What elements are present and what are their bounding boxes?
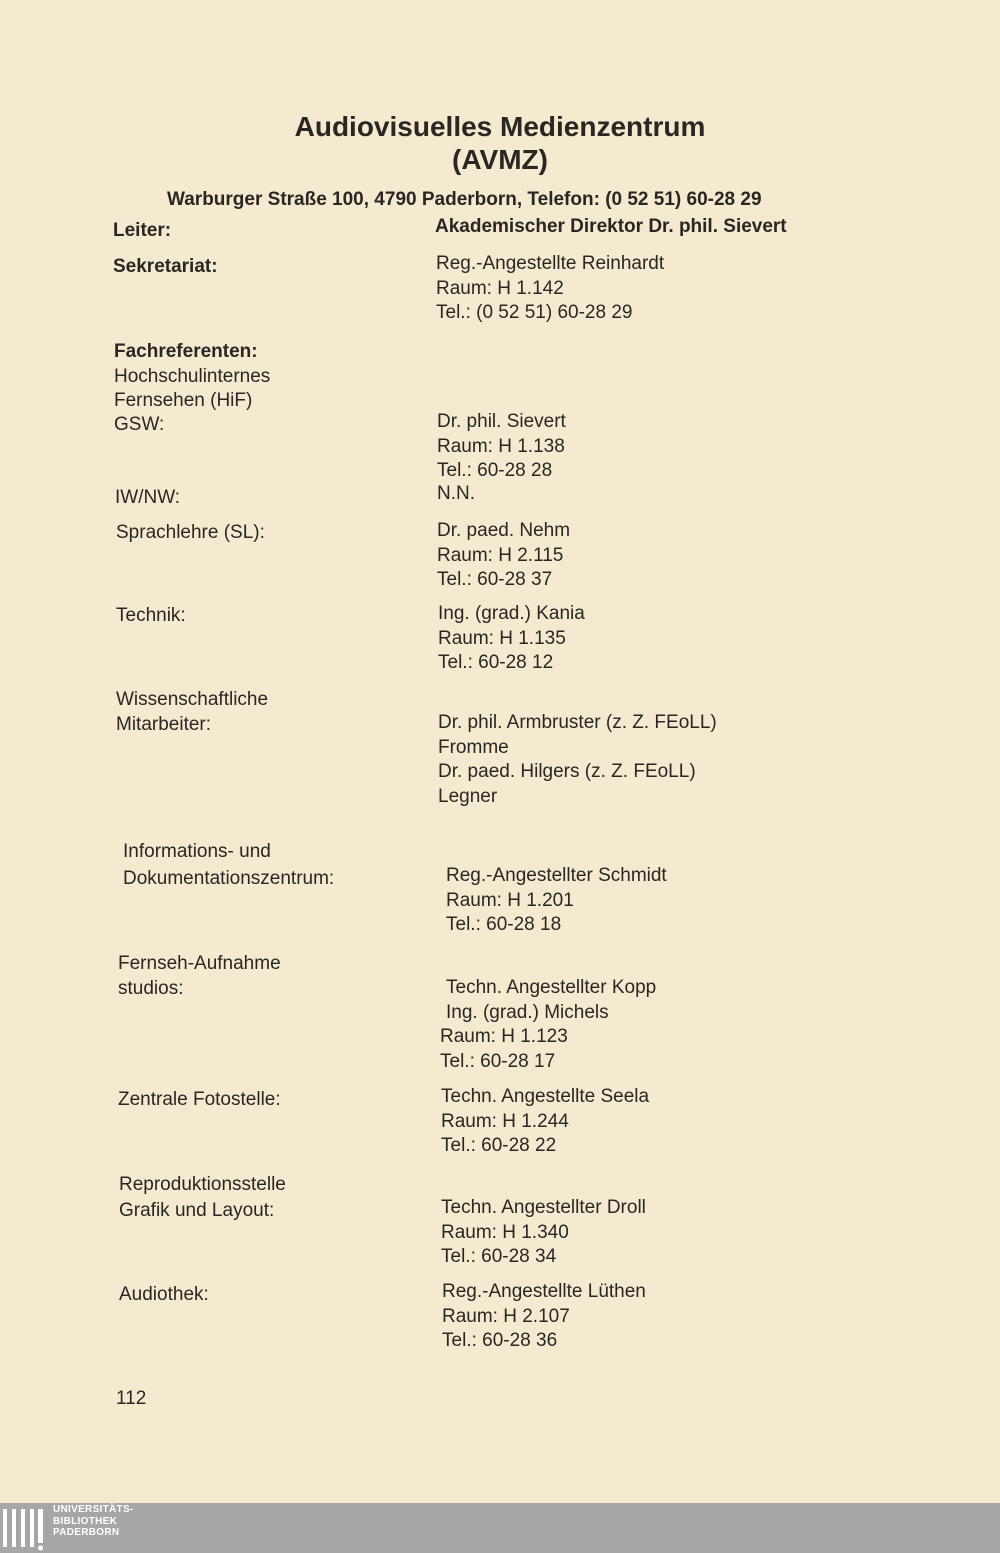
wiss-block bbox=[438, 711, 717, 809]
foto-room: Raum: H 1.244 bbox=[441, 1110, 569, 1132]
audiothek-label: Audiothek: bbox=[119, 1284, 209, 1305]
repro-label bbox=[119, 1172, 286, 1224]
technik-room: Raum: H 1.135 bbox=[438, 627, 566, 649]
audiothek-name: Reg.-Angestellte Lüthen bbox=[442, 1281, 646, 1302]
wiss-label bbox=[116, 688, 268, 737]
page-subtitle: (AVMZ) bbox=[452, 144, 548, 175]
library-logo-text bbox=[53, 1504, 134, 1539]
sprachlehre-label: Sprachlehre (SL): bbox=[116, 522, 265, 543]
audiothek-room: Raum: H 2.107 bbox=[442, 1305, 570, 1327]
page-title: Audiovisuelles Medienzentrum bbox=[294, 111, 706, 142]
sekretariat-block bbox=[436, 252, 664, 326]
wiss-person-4: Legner bbox=[438, 785, 498, 807]
fachreferenten-sub-1: Hochschulinternes bbox=[114, 365, 271, 387]
fachreferenten-heading: Fachreferenten: bbox=[114, 341, 258, 362]
fernseh-name-2: Ing. (grad.) Michels bbox=[446, 1001, 609, 1023]
sprachlehre-room: Raum: H 2.115 bbox=[437, 544, 564, 566]
fachreferenten-block bbox=[114, 340, 270, 414]
fernseh-phone: Tel.: 60-28 17 bbox=[440, 1050, 556, 1072]
foto-label: Zentrale Fotostelle: bbox=[118, 1089, 281, 1110]
audiothek-block bbox=[442, 1280, 646, 1354]
sekretariat-room: Raum: H 1.142 bbox=[436, 277, 564, 299]
repro-block bbox=[441, 1196, 646, 1270]
gsw-room: Raum: H 1.138 bbox=[437, 435, 565, 457]
foto-phone: Tel.: 60-28 22 bbox=[441, 1135, 557, 1156]
sprachlehre-name: Dr. paed. Nehm bbox=[437, 520, 571, 541]
sekretariat-name: Reg.-Angestellte Reinhardt bbox=[436, 253, 665, 274]
technik-block bbox=[438, 602, 585, 676]
wiss-person-2: Fromme bbox=[438, 736, 509, 758]
iud-room: Raum: H 1.201 bbox=[446, 889, 574, 911]
sekretariat-label: Sekretariat: bbox=[113, 256, 218, 277]
gsw-block bbox=[437, 410, 566, 484]
sprachlehre-phone: Tel.: 60-28 37 bbox=[437, 569, 553, 590]
sekretariat-phone: Tel.: (0 52 51) 60-28 29 bbox=[436, 302, 633, 323]
repro-name: Techn. Angestellter Droll bbox=[441, 1197, 646, 1218]
technik-name: Ing. (grad.) Kania bbox=[438, 603, 585, 624]
iud-label-2: Dokumentationszentrum: bbox=[123, 868, 335, 889]
address-line: Warburger Straße 100, 4790 Paderborn, Telefon: (0 52 51) 60-28 29 bbox=[167, 189, 762, 210]
iud-phone: Tel.: 60-28 18 bbox=[446, 914, 562, 935]
library-footer-bar bbox=[0, 1503, 1000, 1553]
repro-label-2: Grafik und Layout: bbox=[119, 1200, 275, 1221]
fachreferenten-sub-2: Fernsehen (HiF) bbox=[114, 390, 253, 411]
fernseh-room: Raum: H 1.123 bbox=[440, 1026, 568, 1047]
wiss-person-3: Dr. paed. Hilgers (z. Z. FEoLL) bbox=[438, 761, 696, 782]
logo-line-3: PADERBORN bbox=[53, 1527, 120, 1538]
repro-phone: Tel.: 60-28 34 bbox=[441, 1246, 557, 1267]
fernseh-label-1: Fernseh-Aufnahme bbox=[118, 953, 281, 974]
fernseh-label-2: studios: bbox=[118, 977, 184, 999]
iud-label-1: Informations- und bbox=[123, 841, 271, 862]
leiter-label: Leiter: bbox=[113, 220, 172, 241]
audiothek-phone: Tel.: 60-28 36 bbox=[442, 1330, 558, 1351]
fernseh-label bbox=[118, 952, 281, 1001]
repro-label-1: Reproduktionsstelle bbox=[119, 1174, 286, 1195]
fernseh-name-1: Techn. Angestellter Kopp bbox=[446, 977, 657, 998]
gsw-name: Dr. phil. Sievert bbox=[437, 411, 566, 432]
iwnw-value: N.N. bbox=[437, 483, 475, 504]
gsw-phone: Tel.: 60-28 28 bbox=[437, 460, 553, 481]
logo-line-2: BIBLIOTHEK bbox=[53, 1515, 118, 1527]
wiss-person-1: Dr. phil. Armbruster (z. Z. FEoLL) bbox=[438, 712, 717, 733]
iwnw-label: IW/NW: bbox=[115, 487, 181, 508]
sprachlehre-block bbox=[437, 519, 570, 593]
logo-line-1: UNIVERSITÄTS- bbox=[53, 1504, 134, 1515]
page-number: 112 bbox=[116, 1388, 147, 1409]
iud-name: Reg.-Angestellter Schmidt bbox=[446, 865, 667, 886]
wiss-label-1: Wissenschaftliche bbox=[116, 689, 269, 710]
gsw-label: GSW: bbox=[114, 414, 165, 435]
fernseh-block bbox=[440, 976, 656, 1074]
repro-room: Raum: H 1.340 bbox=[441, 1221, 569, 1243]
library-logo-icon bbox=[2, 1507, 46, 1551]
foto-block bbox=[441, 1085, 649, 1159]
leiter-value: Akademischer Direktor Dr. phil. Sievert bbox=[435, 216, 787, 237]
technik-label: Technik: bbox=[116, 605, 186, 626]
wiss-label-2: Mitarbeiter: bbox=[116, 713, 212, 735]
foto-name: Techn. Angestellte Seela bbox=[441, 1086, 650, 1107]
technik-phone: Tel.: 60-28 12 bbox=[438, 652, 554, 673]
iud-block bbox=[446, 864, 667, 938]
iud-label bbox=[123, 838, 334, 892]
